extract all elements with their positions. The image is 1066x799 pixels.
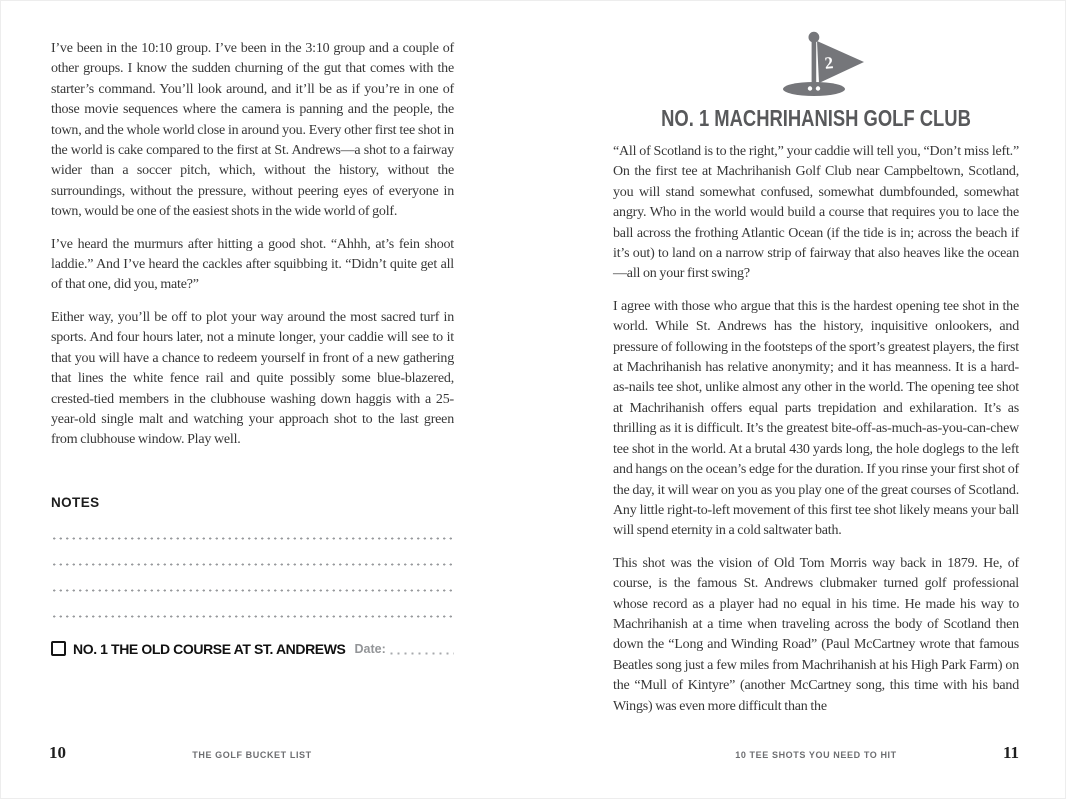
running-title-left: THE GOLF BUCKET LIST [192,750,312,760]
paragraph: Either way, you’ll be off to plot your way around the most sacred turf in sports. And four hours later, not a minute longer, your caddie will see to it that you will have a chance to redeem yourself in front of a new gathering that lines the white fence rail and quite possibly some blue-blazered, crested-tied members in the clubhouse washing down haggis with a 25-year-old single malt and watching your approach shot to the last green from clubhouse window. Play well. [51,309,454,448]
date-label: Date: [354,642,386,656]
paragraph: “All of Scotland is to the right,” your caddie will tell you, “Don’t miss left.” On the first tee at Machrihanish Golf Club near Campbeltown, Scotland, you will stand somewhat confused, somewhat dumbfounded, somewhat angry. Who in the world would build a course that requires you to lace the ball across the frothing Atlantic Ocean (if the tide is in; across the beach if it’s out) to land on a narrow strip of fairway that also heaves like the ocean—all on your first swing? [613,144,1019,282]
date-dotted-leader [388,643,454,657]
notes-line [51,514,454,540]
left-body-text [51,39,454,451]
chapter-heading-text: NO. 1 MACHRIHANISH GOLF CLUB [661,105,971,131]
notes-heading: NOTES [51,495,100,510]
checklist-row [51,641,454,657]
right-body-text [613,142,1019,717]
notes-line [51,566,454,592]
checklist-label: NO. 1 THE OLD COURSE AT ST. ANDREWS [73,641,346,657]
notes-lines [51,514,454,618]
paragraph: I’ve heard the murmurs after hitting a good shot. “Ahhh, at’s fein shoot laddie.” And I’ve heard the cackles after squibbing it. “Didn’t quite get all of that one, did you, mate?” [51,236,454,293]
paragraph: This shot was the vision of Old Tom Morris way back in 1879. He, of course, is the famous St. Andrews clubmaker turned golf professional whose record as a player had no equal in his time. He made his way to Machrihanish at a time when traveling across the body of Scotland then down the “Long and Winding Road” (Paul McCartney wrote that famous Beatles song just a few miles from Machrihanish at his High Park Farm) on the “Mull of Kintyre” (another McCartney song, this time with his band Wings) was even more difficult than the [613,555,1019,714]
golf-flag-icon [768,31,864,97]
flag-number: 2 [823,53,835,73]
checkbox-icon [51,641,66,656]
paragraph: I’ve been in the 10:10 group. I’ve been in the 3:10 group and a couple of other groups. I know the sudden churning of the gut that comes with the starter’s command. You’ll look around, and it’ll be as if you’re in one of those movie sequences where the camera is panning and the people, the town, and the whole world close in around you. Every other first tee shot in the world is cake compared to the first at St. Andrews—a shot to a fairway wider than a soccer pitch, which, without the history, without the surroundings, without the pressure, without peering eyes of everyone in town, would be one of the easiest shots in the wide world of golf. [51,41,454,220]
page-number-right: 11 [1003,743,1020,762]
notes-line [51,592,454,618]
running-title-right: 10 TEE SHOTS YOU NEED TO HIT [735,750,897,760]
page-right [613,31,1019,717]
paragraph: I agree with those who argue that this is the hardest opening tee shot in the world. While St. Andrews has the history, inquisitive onlookers, and pressure of following in the footsteps of the sport’s greatest players, the first at Machrihanish has relative anonymity; and it has meanness. It is a hard-as-nails tee shot, unlike almost any other in the world. The opening tee shot at Machrihanish offers equal parts trepidation and exhilaration. It’s as thrilling as it is difficult. It’s the greatest bite-off-as-much-as-you-can-chew tee shot in the world. At a brutal 430 yards long, the hole doglegs to the left and hangs on the ocean’s edge for the duration. If you rinse your first shot of the day, it will wear on you as you play one of the great courses of Scotland. Any little right-to-left movement of this first tee shot likely means your ball will spend eternity in a cold saltwater bath. [613,298,1019,539]
page-number-left: 10 [49,743,66,762]
notes-line [51,540,454,566]
chapter-heading [613,105,1019,131]
